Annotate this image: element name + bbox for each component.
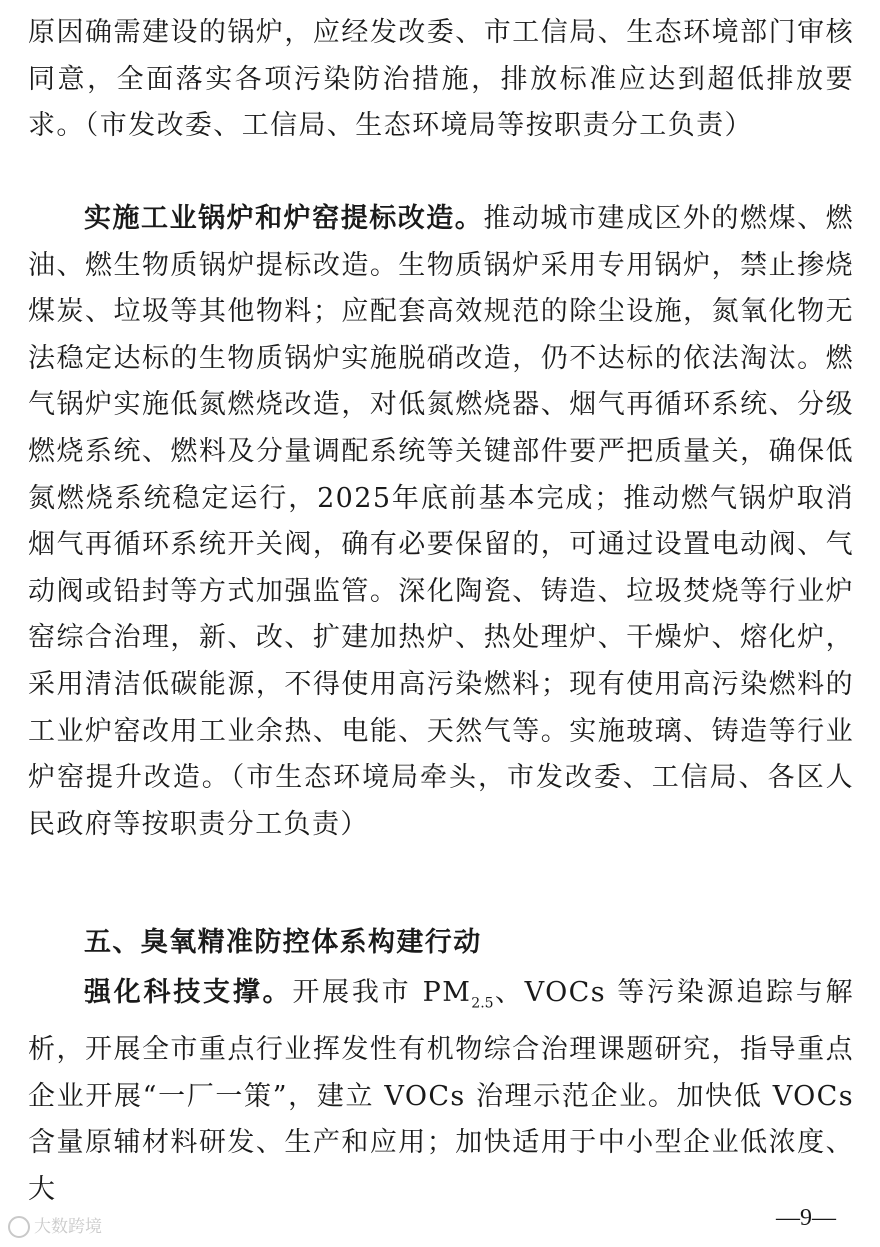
paragraph-1 [28, 10, 854, 150]
paragraph-3-lead: 强化科技支撑。 [84, 977, 293, 1008]
paragraph-2 [28, 196, 854, 848]
paragraph-3-pre: 开展我市 PM [292, 977, 472, 1008]
paragraph-3-text: 、VOCs 等污染源追踪与解析，开展全市重点行业挥发性有机物综合治理课题研究，指导重点企业开展“一厂一策”，建立 VOCs 治理示范企业。加快低 VOCs 含量原辅材料研发、生产和应用；加快适用于中小型企业低浓度、大 [28, 977, 854, 1205]
watermark-logo-icon [8, 1216, 30, 1238]
paragraph-1-text: 原因确需建设的锅炉，应经发改委、市工信局、生态环境部门审核同意，全面落实各项污染防治措施，排放标准应达到超低排放要求。（市发改委、工信局、生态环境局等按职责分工负责） [28, 17, 854, 142]
watermark-text: 大数跨境 [34, 1217, 102, 1237]
section-heading: 五、臭氧精准防控体系构建行动 [84, 927, 482, 958]
watermark [8, 1212, 102, 1238]
paragraph-3 [28, 970, 854, 1213]
page-number: —9— [776, 1205, 836, 1231]
paragraph-2-text: 推动城市建成区外的燃煤、燃油、燃生物质锅炉提标改造。生物质锅炉采用专用锅炉，禁止掺烧煤炭、垃圾等其他物料；应配套高效规范的除尘设施，氮氧化物无法稳定达标的生物质锅炉实施脱硝改造，仍不达标的依法淘汰。燃气锅炉实施低氮燃烧改造，对低氮燃烧器、烟气再循环系统、分级燃烧系统、燃料及分量调配系统等关键部件要严把质量关，确保低氮燃烧系统稳定运行，2025年底前基本完成；推动燃气锅炉取消烟气再循环系统开关阀，确有必要保留的，可通过设置电动阀、气动阀或铅封等方式加强监管。深化陶瓷、铸造、垃圾焚烧等行业炉窑综合治理，新、改、扩建加热炉、热处理炉、干燥炉、熔化炉，采用清洁低碳能源，不得使用高污染燃料；现有使用高污染燃料的工业炉窑改用工业余热、电能、天然气等。实施玻璃、铸造等行业炉窑提升改造。（市生态环境局牵头，市发改委、工信局、各区人民政府等按职责分工负责） [28, 203, 854, 840]
paragraph-2-lead: 实施工业锅炉和炉窑提标改造。 [84, 203, 484, 234]
paragraph-3-subscript: 2.5 [471, 995, 494, 1012]
